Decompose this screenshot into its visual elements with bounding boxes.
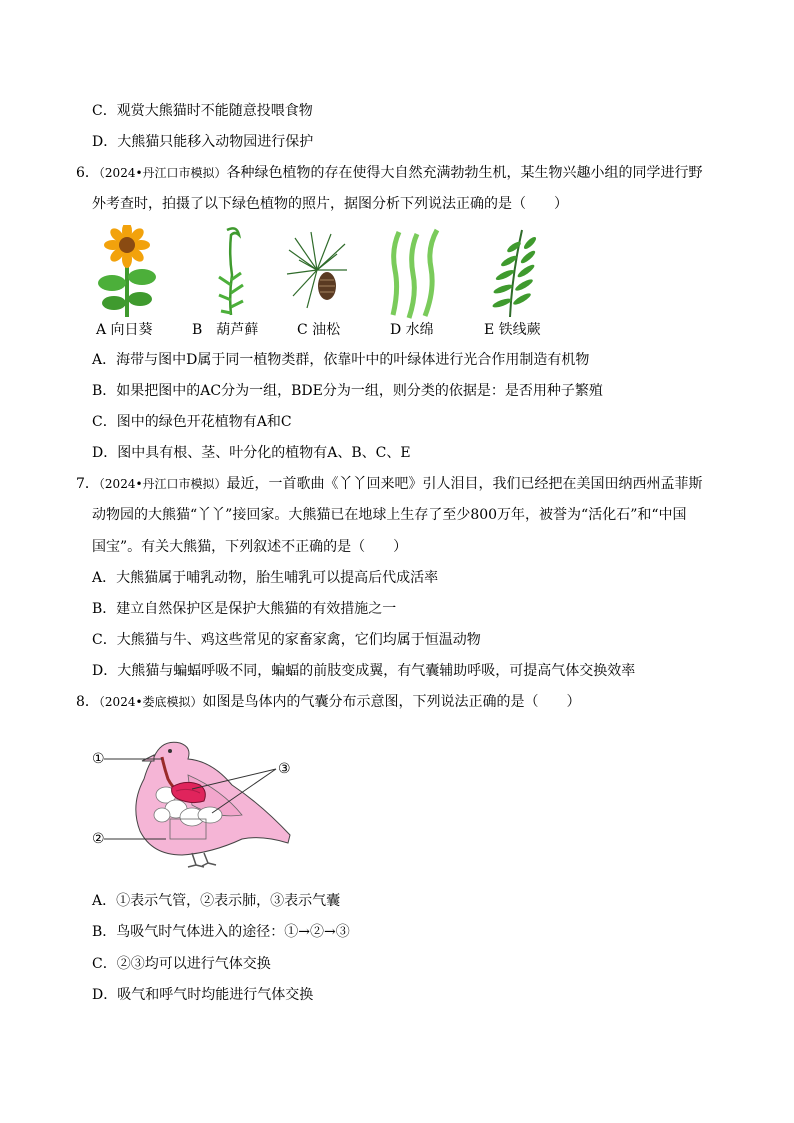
- fern-icon: [492, 230, 538, 317]
- question-6-option-d: D．图中具有根、茎、叶分化的植物有A、B、C、E: [92, 445, 411, 461]
- question-6-stem: [76, 164, 703, 182]
- sunflower-icon: [98, 225, 156, 317]
- plant-illustrations: [92, 225, 562, 320]
- pine-icon: [287, 232, 347, 308]
- carry-option-c: C．观赏大熊猫时不能随意投喂食物: [92, 103, 313, 119]
- question-7-stem-cont: 动物园的大熊猫“丫丫”接回家。大熊猫已在地球上生存了至少800万年，被誉为“活化石”和“中国: [92, 507, 687, 523]
- bird-air-sac-figure: [92, 735, 332, 875]
- question-6-stem-cont: 外考查时，拍摄了以下绿色植物的照片，据图分析下列说法正确的是（ ）: [92, 196, 568, 212]
- question-7-option-d: D．大熊猫与蝙蝠呼吸不同，蝙蝠的前肢变成翼，有气囊辅助呼吸，可提高气体交换效率: [92, 663, 636, 679]
- question-6-option-b: B．如果把图中的AC分为一组，BDE分为一组，则分类的依据是：是否用种子繁殖: [92, 383, 603, 399]
- plant-figure: [92, 225, 562, 345]
- question-number: 7．: [76, 476, 99, 492]
- question-text: 如图是鸟体内的气囊分布示意图，下列说法正确的是（ ）: [202, 694, 581, 710]
- question-7-option-b: B．建立自然保护区是保护大熊猫的有效措施之一: [92, 601, 397, 617]
- carry-option-d: D．大熊猫只能移入动物园进行保护: [92, 134, 314, 150]
- question-8-option-a: A．①表示气管，②表示肺，③表示气囊: [92, 893, 341, 909]
- question-7-stem-cont2: 国宝”。有关大熊猫，下列叙述不正确的是（ ）: [92, 539, 408, 555]
- question-8-option-c: C．②③均可以进行气体交换: [92, 956, 271, 972]
- question-6-option-c: C．图中的绿色开花植物有A和C: [92, 414, 292, 430]
- label-3: ③: [278, 761, 291, 777]
- question-8-option-d: D．吸气和呼气时均能进行气体交换: [92, 987, 314, 1003]
- question-7-option-c: C．大熊猫与牛、鸡这些常见的家畜家禽，它们均属于恒温动物: [92, 632, 481, 648]
- question-6-option-a: A．海带与图中D属于同一植物类群，依靠叶中的叶绿体进行光合作用制造有机物: [92, 352, 590, 368]
- question-text: 各种绿色植物的存在使得大自然充满勃勃生机，某生物兴趣小组的同学进行野: [226, 165, 703, 181]
- label-1: ①: [92, 751, 105, 767]
- label-2: ②: [92, 831, 105, 847]
- plant-label-e: E 铁线蕨: [484, 322, 541, 338]
- spirogyra-icon: [393, 230, 437, 318]
- plant-label-c: C 油松: [297, 322, 341, 338]
- question-8-option-b: B．鸟吸气时气体进入的途径：①→②→③: [92, 924, 350, 940]
- question-7-option-a: A．大熊猫属于哺乳动物，胎生哺乳可以提高后代成活率: [92, 570, 439, 586]
- question-source: （2024•娄底模拟）: [98, 695, 203, 709]
- plant-label-d: D 水绵: [390, 322, 434, 338]
- question-source: （2024•丹江口市模拟）: [98, 166, 227, 180]
- question-number: 6．: [76, 165, 99, 181]
- plant-label-a: A 向日葵: [96, 322, 153, 338]
- question-number: 8．: [76, 694, 99, 710]
- moss-icon: [219, 228, 243, 315]
- plant-label-b: B 葫芦藓: [192, 322, 259, 338]
- bird-diagram: [92, 735, 332, 875]
- question-7-stem: [76, 475, 703, 493]
- question-8-stem: [76, 693, 581, 711]
- question-text: 最近，一首歌曲《丫丫回来吧》引人泪目，我们已经把在美国田纳西州孟菲斯: [226, 476, 703, 492]
- question-source: （2024•丹江口市模拟）: [98, 477, 227, 491]
